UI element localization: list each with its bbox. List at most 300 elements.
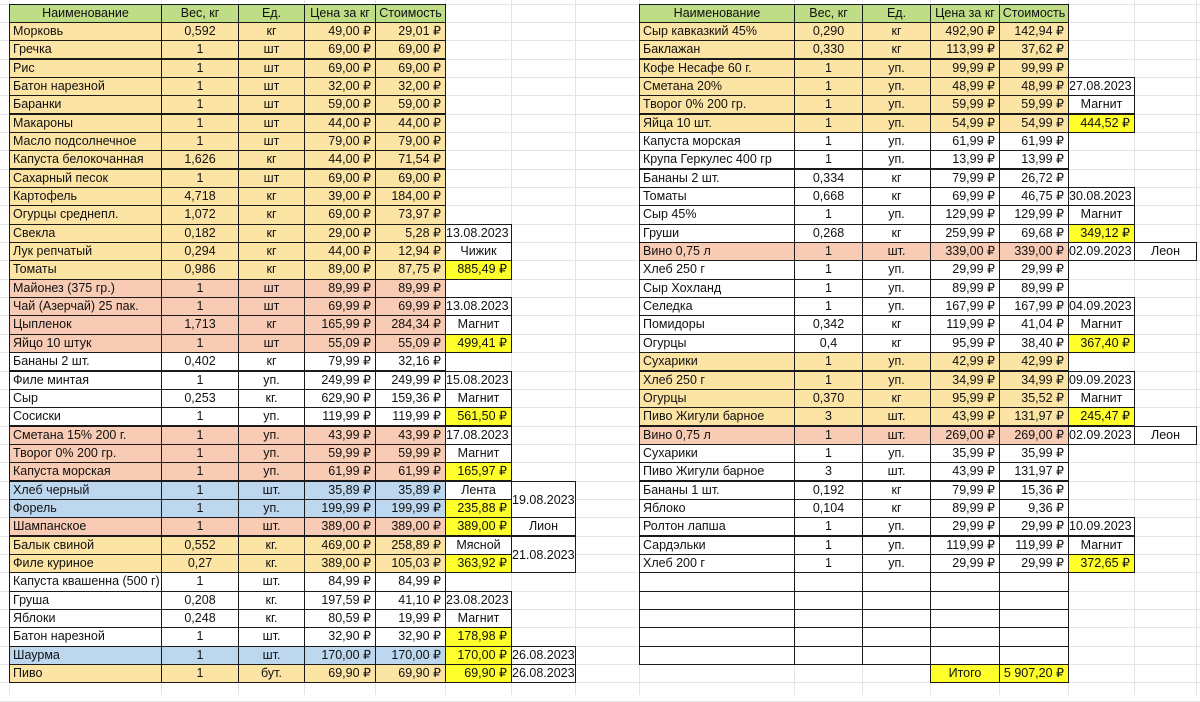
left-row-weight-cell[interactable]: 1 (161, 132, 239, 151)
left-row-weight-cell[interactable]: 1 (161, 426, 239, 445)
right-row-price-cell[interactable]: 167,99 ₽ (930, 297, 1000, 316)
right-row-cost-cell[interactable]: 142,94 ₽ (999, 22, 1069, 41)
right-row-weight-cell[interactable]: 1 (794, 59, 863, 78)
right-row-name-cell[interactable]: Сыр 45% (639, 205, 795, 224)
left-note-cell[interactable]: 69,90 ₽ (445, 664, 512, 683)
left-note-cell[interactable]: Магнит (445, 389, 512, 408)
left-row-price-cell[interactable]: 32,90 ₽ (304, 627, 376, 646)
right-row-unit-cell[interactable]: уп. (862, 59, 931, 78)
right-row-name-cell[interactable]: Сухарики (639, 352, 795, 371)
left-row-unit-cell[interactable]: шт (238, 297, 305, 316)
left-row-unit-cell[interactable]: кг (238, 224, 305, 243)
left-row-name-cell[interactable]: Шампанское (9, 517, 162, 536)
left-row-name-cell[interactable]: Макароны (9, 114, 162, 133)
right-row-unit-cell[interactable]: уп. (862, 114, 931, 133)
right-row-price-cell[interactable]: 29,99 ₽ (930, 517, 1000, 536)
left-note-cell[interactable]: 389,00 ₽ (445, 517, 512, 536)
left-row-cost-cell[interactable]: 73,97 ₽ (375, 205, 446, 224)
right-empty-cell[interactable] (639, 572, 795, 591)
left-note-cell[interactable]: Магнит (445, 315, 512, 334)
left-row-price-cell[interactable]: 629,90 ₽ (304, 389, 376, 408)
left-row-price-cell[interactable]: 49,00 ₽ (304, 22, 376, 41)
right-row-cost-cell[interactable]: 48,99 ₽ (999, 77, 1069, 96)
right-row-weight-cell[interactable]: 0,342 (794, 315, 863, 334)
left-row-name-cell[interactable]: Капуста морская (9, 462, 162, 481)
left-row-name-cell[interactable]: Цыпленок (9, 315, 162, 334)
right-header-2[interactable]: Ед. (862, 4, 931, 23)
left-header-2[interactable]: Ед. (238, 4, 305, 23)
left-row-name-cell[interactable]: Масло подсолнечное (9, 132, 162, 151)
left-row-unit-cell[interactable]: кг. (238, 554, 305, 573)
right-row-price-cell[interactable]: 29,99 ₽ (930, 554, 1000, 573)
right-row-cost-cell[interactable]: 54,99 ₽ (999, 114, 1069, 133)
left-row-name-cell[interactable]: Яблоки (9, 609, 162, 628)
right-header-4[interactable]: Стоимость (999, 4, 1069, 23)
right-row-weight-cell[interactable]: 1 (794, 77, 863, 96)
left-row-weight-cell[interactable]: 1 (161, 334, 239, 353)
right-row-weight-cell[interactable]: 1 (794, 554, 863, 573)
right-row-price-cell[interactable]: 61,99 ₽ (930, 132, 1000, 151)
right-row-cost-cell[interactable]: 59,99 ₽ (999, 95, 1069, 114)
left-note-cell[interactable]: 499,41 ₽ (445, 334, 512, 353)
right-empty-cell[interactable] (930, 646, 1000, 665)
right-row-price-cell[interactable]: 34,99 ₽ (930, 371, 1000, 390)
left-note-cell[interactable]: Лента (445, 481, 512, 500)
left-row-cost-cell[interactable]: 5,28 ₽ (375, 224, 446, 243)
right-empty-cell[interactable] (999, 609, 1069, 628)
right-row-price-cell[interactable]: 43,99 ₽ (930, 407, 1000, 426)
right-note-cell[interactable]: 372,65 ₽ (1068, 554, 1135, 573)
right-row-weight-cell[interactable]: 1 (794, 95, 863, 114)
right-row-cost-cell[interactable]: 131,97 ₽ (999, 462, 1069, 481)
right-row-unit-cell[interactable]: кг (862, 22, 931, 41)
left-row-weight-cell[interactable]: 1,713 (161, 315, 239, 334)
left-row-weight-cell[interactable]: 1 (161, 572, 239, 591)
left-row-name-cell[interactable]: Груша (9, 591, 162, 610)
right-row-unit-cell[interactable]: кг (862, 499, 931, 518)
left-row-unit-cell[interactable]: шт (238, 169, 305, 188)
right-row-weight-cell[interactable]: 1 (794, 132, 863, 151)
left-row-unit-cell[interactable]: кг (238, 22, 305, 41)
left-row-price-cell[interactable]: 69,00 ₽ (304, 59, 376, 78)
right-empty-cell[interactable] (930, 591, 1000, 610)
left-row-name-cell[interactable]: Сахарный песок (9, 169, 162, 188)
right-header-3[interactable]: Цена за кг (930, 4, 1000, 23)
right-row-price-cell[interactable]: 79,99 ₽ (930, 481, 1000, 500)
right-note-cell[interactable]: Магнит (1068, 389, 1135, 408)
left-note-cell[interactable]: 885,49 ₽ (445, 260, 512, 279)
right-row-price-cell[interactable]: 99,99 ₽ (930, 59, 1000, 78)
right-empty-cell[interactable] (794, 627, 863, 646)
left-row-weight-cell[interactable]: 1 (161, 297, 239, 316)
left-row-cost-cell[interactable]: 41,10 ₽ (375, 591, 446, 610)
right-row-name-cell[interactable]: Баклажан (639, 40, 795, 59)
right-row-cost-cell[interactable]: 129,99 ₽ (999, 205, 1069, 224)
right-row-cost-cell[interactable]: 46,75 ₽ (999, 187, 1069, 206)
right-empty-cell[interactable] (862, 609, 931, 628)
left-row-price-cell[interactable]: 59,00 ₽ (304, 95, 376, 114)
right-row-cost-cell[interactable]: 69,68 ₽ (999, 224, 1069, 243)
right-row-price-cell[interactable]: 119,99 ₽ (930, 315, 1000, 334)
left-row-weight-cell[interactable]: 1 (161, 444, 239, 463)
right-row-cost-cell[interactable]: 35,99 ₽ (999, 444, 1069, 463)
left-row-cost-cell[interactable]: 19,99 ₽ (375, 609, 446, 628)
right-empty-cell[interactable] (862, 591, 931, 610)
left-row-price-cell[interactable]: 469,00 ₽ (304, 536, 376, 555)
left-row-weight-cell[interactable]: 1 (161, 95, 239, 114)
right-row-cost-cell[interactable]: 34,99 ₽ (999, 371, 1069, 390)
right-empty-cell[interactable] (999, 627, 1069, 646)
right-row-name-cell[interactable]: Огурцы (639, 389, 795, 408)
right-note-cell[interactable]: 30.08.2023 (1068, 187, 1135, 206)
right-row-unit-cell[interactable]: кг (862, 40, 931, 59)
left-note-cell[interactable]: Магнит (445, 609, 512, 628)
left-note-cell[interactable]: Мясной (445, 536, 512, 555)
left-row-price-cell[interactable]: 43,99 ₽ (304, 426, 376, 445)
right-row-cost-cell[interactable]: 29,99 ₽ (999, 517, 1069, 536)
right-header-1[interactable]: Вес, кг (794, 4, 863, 23)
right-row-name-cell[interactable]: Кофе Несафе 60 г. (639, 59, 795, 78)
left-note-cell[interactable]: 170,00 ₽ (445, 646, 512, 665)
left-row-name-cell[interactable]: Сосиски (9, 407, 162, 426)
right-row-cost-cell[interactable]: 29,99 ₽ (999, 554, 1069, 573)
right-row-price-cell[interactable]: 113,99 ₽ (930, 40, 1000, 59)
right-row-weight-cell[interactable]: 3 (794, 462, 863, 481)
right-row-name-cell[interactable]: Томаты (639, 187, 795, 206)
left-row-cost-cell[interactable]: 249,99 ₽ (375, 371, 446, 390)
right-empty-cell[interactable] (930, 609, 1000, 628)
left-extra-cell[interactable]: Лион (511, 517, 576, 536)
right-row-unit-cell[interactable]: уп. (862, 77, 931, 96)
right-row-name-cell[interactable]: Творог 0% 200 гр. (639, 95, 795, 114)
left-row-name-cell[interactable]: Филе минтая (9, 371, 162, 390)
left-row-cost-cell[interactable]: 69,00 ₽ (375, 59, 446, 78)
left-row-unit-cell[interactable]: уп. (238, 499, 305, 518)
left-header-4[interactable]: Стоимость (375, 4, 446, 23)
right-row-name-cell[interactable]: Помидоры (639, 315, 795, 334)
right-row-price-cell[interactable]: 69,99 ₽ (930, 187, 1000, 206)
left-row-weight-cell[interactable]: 1 (161, 279, 239, 298)
right-row-price-cell[interactable]: 492,90 ₽ (930, 22, 1000, 41)
left-row-weight-cell[interactable]: 0,294 (161, 242, 239, 261)
right-row-unit-cell[interactable]: уп. (862, 554, 931, 573)
right-row-unit-cell[interactable]: шт. (862, 407, 931, 426)
left-row-cost-cell[interactable]: 105,03 ₽ (375, 554, 446, 573)
left-header-1[interactable]: Вес, кг (161, 4, 239, 23)
left-row-cost-cell[interactable]: 159,36 ₽ (375, 389, 446, 408)
left-row-price-cell[interactable]: 69,90 ₽ (304, 664, 376, 683)
right-row-weight-cell[interactable]: 0,668 (794, 187, 863, 206)
left-note-cell[interactable]: 13.08.2023 (445, 297, 512, 316)
left-row-price-cell[interactable]: 119,99 ₽ (304, 407, 376, 426)
left-row-cost-cell[interactable]: 258,89 ₽ (375, 536, 446, 555)
left-row-weight-cell[interactable]: 1 (161, 517, 239, 536)
right-row-cost-cell[interactable]: 13,99 ₽ (999, 150, 1069, 169)
right-row-price-cell[interactable]: 43,99 ₽ (930, 462, 1000, 481)
right-row-name-cell[interactable]: Огурцы (639, 334, 795, 353)
right-row-unit-cell[interactable]: кг (862, 224, 931, 243)
right-row-price-cell[interactable]: 129,99 ₽ (930, 205, 1000, 224)
right-row-name-cell[interactable]: Пиво Жигули барное (639, 462, 795, 481)
left-row-weight-cell[interactable]: 0,27 (161, 554, 239, 573)
left-row-name-cell[interactable]: Батон нарезной (9, 77, 162, 96)
right-row-name-cell[interactable]: Хлеб 200 г (639, 554, 795, 573)
left-row-cost-cell[interactable]: 87,75 ₽ (375, 260, 446, 279)
left-row-name-cell[interactable]: Капуста белокочанная (9, 150, 162, 169)
right-row-name-cell[interactable]: Яблоко (639, 499, 795, 518)
left-row-cost-cell[interactable]: 89,99 ₽ (375, 279, 446, 298)
left-row-unit-cell[interactable]: шт. (238, 481, 305, 500)
left-row-name-cell[interactable]: Пиво (9, 664, 162, 683)
right-empty-cell[interactable] (999, 591, 1069, 610)
left-row-unit-cell[interactable]: кг (238, 315, 305, 334)
left-extra-cell[interactable]: 26.08.2023 (511, 664, 576, 683)
left-row-name-cell[interactable]: Сметана 15% 200 г. (9, 426, 162, 445)
left-row-weight-cell[interactable]: 1 (161, 407, 239, 426)
right-row-weight-cell[interactable]: 1 (794, 352, 863, 371)
right-note-cell[interactable]: 02.09.2023 (1068, 242, 1135, 261)
right-row-price-cell[interactable]: 59,99 ₽ (930, 95, 1000, 114)
right-row-unit-cell[interactable]: шт. (862, 426, 931, 445)
right-row-name-cell[interactable]: Яйца 10 шт. (639, 114, 795, 133)
left-row-cost-cell[interactable]: 12,94 ₽ (375, 242, 446, 261)
left-row-unit-cell[interactable]: бут. (238, 664, 305, 683)
left-row-price-cell[interactable]: 69,99 ₽ (304, 297, 376, 316)
right-extra-cell[interactable]: Леон (1134, 242, 1197, 261)
right-empty-cell[interactable] (999, 572, 1069, 591)
right-row-name-cell[interactable]: Сыр Хохланд (639, 279, 795, 298)
right-row-cost-cell[interactable]: 35,52 ₽ (999, 389, 1069, 408)
left-row-cost-cell[interactable]: 119,99 ₽ (375, 407, 446, 426)
right-row-name-cell[interactable]: Ролтон лапша (639, 517, 795, 536)
left-row-price-cell[interactable]: 80,59 ₽ (304, 609, 376, 628)
right-note-cell[interactable]: 444,52 ₽ (1068, 114, 1135, 133)
right-row-unit-cell[interactable]: уп. (862, 352, 931, 371)
left-row-weight-cell[interactable]: 1 (161, 371, 239, 390)
right-row-unit-cell[interactable]: уп. (862, 371, 931, 390)
left-row-cost-cell[interactable]: 43,99 ₽ (375, 426, 446, 445)
right-row-unit-cell[interactable]: уп. (862, 444, 931, 463)
left-header-0[interactable]: Наименование (9, 4, 162, 23)
right-row-name-cell[interactable]: Хлеб 250 г (639, 260, 795, 279)
right-empty-cell[interactable] (862, 572, 931, 591)
right-row-unit-cell[interactable]: шт. (862, 462, 931, 481)
right-note-cell[interactable]: 367,40 ₽ (1068, 334, 1135, 353)
left-row-cost-cell[interactable]: 55,09 ₽ (375, 334, 446, 353)
left-row-cost-cell[interactable]: 59,99 ₽ (375, 444, 446, 463)
right-row-weight-cell[interactable]: 1 (794, 444, 863, 463)
left-row-cost-cell[interactable]: 35,89 ₽ (375, 481, 446, 500)
left-note-cell[interactable]: 363,92 ₽ (445, 554, 512, 573)
left-row-weight-cell[interactable]: 0,552 (161, 536, 239, 555)
left-row-price-cell[interactable]: 69,00 ₽ (304, 169, 376, 188)
right-note-cell[interactable]: Магнит (1068, 205, 1135, 224)
left-row-cost-cell[interactable]: 184,00 ₽ (375, 187, 446, 206)
right-row-cost-cell[interactable]: 42,99 ₽ (999, 352, 1069, 371)
right-row-unit-cell[interactable]: кг (862, 315, 931, 334)
right-row-weight-cell[interactable]: 0,290 (794, 22, 863, 41)
right-row-weight-cell[interactable]: 1 (794, 426, 863, 445)
left-row-unit-cell[interactable]: кг (238, 205, 305, 224)
right-row-weight-cell[interactable]: 0,330 (794, 40, 863, 59)
right-row-cost-cell[interactable]: 269,00 ₽ (999, 426, 1069, 445)
left-row-weight-cell[interactable]: 0,248 (161, 609, 239, 628)
left-row-price-cell[interactable]: 197,59 ₽ (304, 591, 376, 610)
left-row-name-cell[interactable]: Баранки (9, 95, 162, 114)
left-extra-cell[interactable]: 19.08.2023 (511, 481, 576, 519)
right-row-unit-cell[interactable]: кг (862, 334, 931, 353)
left-row-name-cell[interactable]: Томаты (9, 260, 162, 279)
left-row-unit-cell[interactable]: кг. (238, 591, 305, 610)
left-row-weight-cell[interactable]: 1 (161, 462, 239, 481)
left-row-cost-cell[interactable]: 170,00 ₽ (375, 646, 446, 665)
right-row-name-cell[interactable]: Сметана 20% (639, 77, 795, 96)
left-row-name-cell[interactable]: Картофель (9, 187, 162, 206)
right-row-unit-cell[interactable]: уп. (862, 297, 931, 316)
right-row-unit-cell[interactable]: кг (862, 389, 931, 408)
right-row-weight-cell[interactable]: 0,104 (794, 499, 863, 518)
right-row-price-cell[interactable]: 89,99 ₽ (930, 499, 1000, 518)
right-row-cost-cell[interactable]: 339,00 ₽ (999, 242, 1069, 261)
right-row-unit-cell[interactable]: уп. (862, 95, 931, 114)
left-row-unit-cell[interactable]: шт (238, 59, 305, 78)
left-row-cost-cell[interactable]: 59,00 ₽ (375, 95, 446, 114)
left-row-name-cell[interactable]: Капуста квашенна (500 г) (9, 572, 162, 591)
right-row-cost-cell[interactable]: 89,99 ₽ (999, 279, 1069, 298)
left-extra-cell[interactable]: 26.08.2023 (511, 646, 576, 665)
right-empty-cell[interactable] (862, 646, 931, 665)
left-row-price-cell[interactable]: 79,99 ₽ (304, 352, 376, 371)
right-empty-cell[interactable] (794, 572, 863, 591)
left-note-cell[interactable]: 165,97 ₽ (445, 462, 512, 481)
right-empty-cell[interactable] (794, 646, 863, 665)
left-row-weight-cell[interactable]: 1 (161, 59, 239, 78)
left-row-price-cell[interactable]: 84,99 ₽ (304, 572, 376, 591)
left-row-price-cell[interactable]: 69,00 ₽ (304, 40, 376, 59)
left-row-price-cell[interactable]: 59,99 ₽ (304, 444, 376, 463)
right-row-name-cell[interactable]: Бананы 2 шт. (639, 169, 795, 188)
right-row-name-cell[interactable]: Бананы 1 шт. (639, 481, 795, 500)
right-row-cost-cell[interactable]: 15,36 ₽ (999, 481, 1069, 500)
left-row-name-cell[interactable]: Яйцо 10 штук (9, 334, 162, 353)
left-row-unit-cell[interactable]: шт (238, 95, 305, 114)
left-row-cost-cell[interactable]: 71,54 ₽ (375, 150, 446, 169)
right-row-name-cell[interactable]: Пиво Жигули барное (639, 407, 795, 426)
right-row-unit-cell[interactable]: шт. (862, 242, 931, 261)
left-row-price-cell[interactable]: 249,99 ₽ (304, 371, 376, 390)
right-row-weight-cell[interactable]: 0,370 (794, 389, 863, 408)
right-row-weight-cell[interactable]: 1 (794, 205, 863, 224)
left-row-cost-cell[interactable]: 199,99 ₽ (375, 499, 446, 518)
right-empty-cell[interactable] (930, 627, 1000, 646)
right-row-weight-cell[interactable]: 1 (794, 114, 863, 133)
right-row-unit-cell[interactable]: уп. (862, 536, 931, 555)
left-row-price-cell[interactable]: 89,99 ₽ (304, 279, 376, 298)
left-row-weight-cell[interactable]: 1 (161, 114, 239, 133)
left-row-name-cell[interactable]: Шаурма (9, 646, 162, 665)
right-row-unit-cell[interactable]: кг (862, 481, 931, 500)
right-row-weight-cell[interactable]: 0,268 (794, 224, 863, 243)
left-extra-cell[interactable]: 21.08.2023 (511, 536, 576, 574)
left-row-weight-cell[interactable]: 0,253 (161, 389, 239, 408)
right-note-cell[interactable]: 04.09.2023 (1068, 297, 1135, 316)
right-row-weight-cell[interactable]: 1 (794, 517, 863, 536)
left-row-price-cell[interactable]: 35,89 ₽ (304, 481, 376, 500)
left-header-3[interactable]: Цена за кг (304, 4, 376, 23)
right-row-unit-cell[interactable]: уп. (862, 205, 931, 224)
left-row-weight-cell[interactable]: 1 (161, 627, 239, 646)
left-row-unit-cell[interactable]: шт (238, 114, 305, 133)
right-row-weight-cell[interactable]: 0,334 (794, 169, 863, 188)
right-note-cell[interactable]: 10.09.2023 (1068, 517, 1135, 536)
right-row-unit-cell[interactable]: кг (862, 169, 931, 188)
left-note-cell[interactable]: Чижик (445, 242, 512, 261)
right-row-cost-cell[interactable]: 37,62 ₽ (999, 40, 1069, 59)
right-row-cost-cell[interactable]: 26,72 ₽ (999, 169, 1069, 188)
right-row-weight-cell[interactable]: 1 (794, 279, 863, 298)
right-note-cell[interactable]: Магнит (1068, 95, 1135, 114)
right-row-weight-cell[interactable]: 1 (794, 242, 863, 261)
left-row-unit-cell[interactable]: шт (238, 132, 305, 151)
left-row-weight-cell[interactable]: 1 (161, 40, 239, 59)
left-row-unit-cell[interactable]: уп. (238, 371, 305, 390)
left-row-price-cell[interactable]: 165,99 ₽ (304, 315, 376, 334)
left-row-name-cell[interactable]: Лук репчатый (9, 242, 162, 261)
left-row-name-cell[interactable]: Гречка (9, 40, 162, 59)
right-row-cost-cell[interactable]: 99,99 ₽ (999, 59, 1069, 78)
total-value[interactable]: 5 907,20 ₽ (999, 664, 1069, 683)
left-row-name-cell[interactable]: Огурцы среднепл. (9, 205, 162, 224)
left-row-name-cell[interactable]: Майонез (375 гр.) (9, 279, 162, 298)
left-row-name-cell[interactable]: Форель (9, 499, 162, 518)
right-row-price-cell[interactable]: 95,99 ₽ (930, 334, 1000, 353)
left-row-weight-cell[interactable]: 1 (161, 77, 239, 96)
left-row-weight-cell[interactable]: 0,208 (161, 591, 239, 610)
right-row-price-cell[interactable]: 89,99 ₽ (930, 279, 1000, 298)
left-row-price-cell[interactable]: 89,00 ₽ (304, 260, 376, 279)
right-row-weight-cell[interactable]: 1 (794, 150, 863, 169)
left-row-price-cell[interactable]: 199,99 ₽ (304, 499, 376, 518)
right-empty-cell[interactable] (930, 572, 1000, 591)
left-note-cell[interactable]: 561,50 ₽ (445, 407, 512, 426)
left-row-weight-cell[interactable]: 1 (161, 646, 239, 665)
right-note-cell[interactable]: Магнит (1068, 315, 1135, 334)
right-row-weight-cell[interactable]: 1 (794, 260, 863, 279)
right-row-price-cell[interactable]: 259,99 ₽ (930, 224, 1000, 243)
right-row-cost-cell[interactable]: 61,99 ₽ (999, 132, 1069, 151)
left-row-unit-cell[interactable]: кг (238, 352, 305, 371)
right-row-price-cell[interactable]: 35,99 ₽ (930, 444, 1000, 463)
left-row-cost-cell[interactable]: 32,00 ₽ (375, 77, 446, 96)
right-row-price-cell[interactable]: 13,99 ₽ (930, 150, 1000, 169)
right-row-price-cell[interactable]: 29,99 ₽ (930, 260, 1000, 279)
left-row-cost-cell[interactable]: 69,90 ₽ (375, 664, 446, 683)
left-row-unit-cell[interactable]: кг (238, 242, 305, 261)
right-row-cost-cell[interactable]: 38,40 ₽ (999, 334, 1069, 353)
left-row-unit-cell[interactable]: уп. (238, 444, 305, 463)
left-row-cost-cell[interactable]: 69,00 ₽ (375, 40, 446, 59)
right-note-cell[interactable]: Магнит (1068, 536, 1135, 555)
right-row-name-cell[interactable]: Хлеб 250 г (639, 371, 795, 390)
left-row-cost-cell[interactable]: 69,00 ₽ (375, 169, 446, 188)
right-note-cell[interactable]: 245,47 ₽ (1068, 407, 1135, 426)
right-row-unit-cell[interactable]: кг (862, 187, 931, 206)
right-row-weight-cell[interactable]: 1 (794, 297, 863, 316)
left-row-unit-cell[interactable]: кг. (238, 609, 305, 628)
right-row-unit-cell[interactable]: уп. (862, 132, 931, 151)
left-row-cost-cell[interactable]: 32,90 ₽ (375, 627, 446, 646)
left-row-price-cell[interactable]: 44,00 ₽ (304, 242, 376, 261)
